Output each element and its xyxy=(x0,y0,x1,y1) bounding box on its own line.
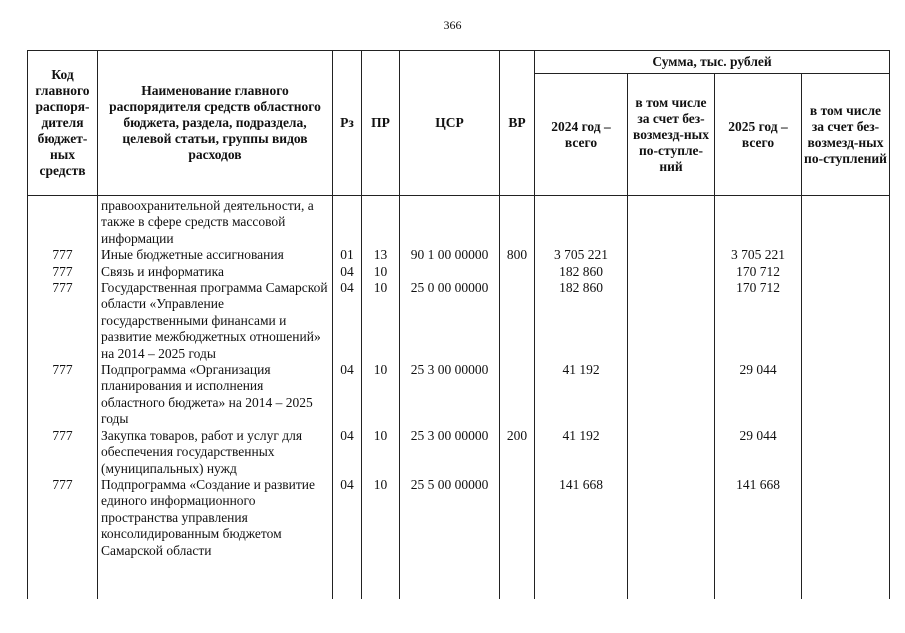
cell-rz: 04 xyxy=(333,280,362,362)
table-filler-row xyxy=(28,559,890,599)
cell-2025-grants xyxy=(802,264,890,280)
cell-code xyxy=(28,196,98,248)
cell-code: 777 xyxy=(28,428,98,477)
cell-code: 777 xyxy=(28,362,98,428)
cell-vr: 800 xyxy=(500,247,535,263)
cell-csr: 25 5 00 00000 xyxy=(400,477,500,559)
header-sum-group: Сумма, тыс. рублей xyxy=(535,51,890,74)
cell-code: 777 xyxy=(28,477,98,559)
header-csr: ЦСР xyxy=(400,51,500,196)
filler-cell xyxy=(400,559,500,599)
cell-name: Государственная программа Самарской области «Управление государственными финансами и развитие межбюджетных отношений» на 2014 – 2025 годы xyxy=(98,280,333,362)
cell-pr: 10 xyxy=(362,280,400,362)
filler-cell xyxy=(98,559,333,599)
cell-2024-total: 3 705 221 xyxy=(535,247,628,263)
filler-cell xyxy=(535,559,628,599)
table-row xyxy=(28,196,890,248)
cell-2025-grants xyxy=(802,196,890,248)
header-rz: Рз xyxy=(333,51,362,196)
cell-vr xyxy=(500,362,535,428)
filler-cell xyxy=(500,559,535,599)
cell-2025-grants xyxy=(802,428,890,477)
cell-csr xyxy=(400,264,500,280)
cell-rz: 04 xyxy=(333,477,362,559)
table-row xyxy=(28,280,890,362)
filler-cell xyxy=(28,559,98,599)
cell-2025-total: 29 044 xyxy=(715,428,802,477)
cell-2025-total: 170 712 xyxy=(715,264,802,280)
cell-2024-grants xyxy=(628,362,715,428)
table-header xyxy=(28,51,890,196)
cell-2024-total: 41 192 xyxy=(535,428,628,477)
table-row xyxy=(28,362,890,428)
filler-cell xyxy=(628,559,715,599)
cell-2024-grants xyxy=(628,196,715,248)
cell-code: 777 xyxy=(28,280,98,362)
cell-name: Подпрограмма «Организация планирования и исполнения областного бюджета» на 2014 – 2025 годы xyxy=(98,362,333,428)
cell-2025-total: 29 044 xyxy=(715,362,802,428)
cell-name: Закупка товаров, работ и услуг для обеспечения государственных (муниципальных) нужд xyxy=(98,428,333,477)
header-pr: ПР xyxy=(362,51,400,196)
table-row xyxy=(28,264,890,280)
header-2025-total: 2025 год – всего xyxy=(715,74,802,196)
budget-table xyxy=(27,50,890,599)
cell-code: 777 xyxy=(28,264,98,280)
filler-cell xyxy=(333,559,362,599)
cell-2024-grants xyxy=(628,280,715,362)
header-2024-total: 2024 год – всего xyxy=(535,74,628,196)
cell-rz: 04 xyxy=(333,428,362,477)
cell-2024-grants xyxy=(628,477,715,559)
table-row xyxy=(28,477,890,559)
cell-vr xyxy=(500,477,535,559)
cell-2025-grants xyxy=(802,362,890,428)
cell-name: Иные бюджетные ассигнования xyxy=(98,247,333,263)
cell-name: Подпрограмма «Создание и развитие единого информационного пространства управления консолидированным бюджетом Самарской области xyxy=(98,477,333,559)
cell-pr: 13 xyxy=(362,247,400,263)
cell-csr xyxy=(400,196,500,248)
filler-cell xyxy=(362,559,400,599)
filler-cell xyxy=(802,559,890,599)
page-number: 366 xyxy=(443,18,462,32)
cell-2025-grants xyxy=(802,477,890,559)
cell-name: правоохранительной деятельности, а также в сфере средств массовой информации xyxy=(98,196,333,248)
cell-csr: 25 0 00 00000 xyxy=(400,280,500,362)
cell-2025-total: 141 668 xyxy=(715,477,802,559)
cell-rz: 01 xyxy=(333,247,362,263)
cell-2025-total: 170 712 xyxy=(715,280,802,362)
cell-pr: 10 xyxy=(362,477,400,559)
cell-2024-total: 182 860 xyxy=(535,264,628,280)
cell-vr: 200 xyxy=(500,428,535,477)
header-vr: ВР xyxy=(500,51,535,196)
cell-rz: 04 xyxy=(333,264,362,280)
cell-2024-total: 182 860 xyxy=(535,280,628,362)
cell-vr xyxy=(500,280,535,362)
cell-pr: 10 xyxy=(362,428,400,477)
cell-2025-total: 3 705 221 xyxy=(715,247,802,263)
cell-2025-grants xyxy=(802,247,890,263)
cell-2024-grants xyxy=(628,264,715,280)
cell-2025-grants xyxy=(802,280,890,362)
cell-csr: 90 1 00 00000 xyxy=(400,247,500,263)
header-2024-grants: в том числе за счет без-возмезд-ных по-ступле-ний xyxy=(628,74,715,196)
table-row xyxy=(28,247,890,263)
table-row xyxy=(28,428,890,477)
cell-2024-total xyxy=(535,196,628,248)
cell-rz xyxy=(333,196,362,248)
cell-csr: 25 3 00 00000 xyxy=(400,362,500,428)
cell-pr: 10 xyxy=(362,264,400,280)
cell-2024-grants xyxy=(628,247,715,263)
cell-rz: 04 xyxy=(333,362,362,428)
cell-vr xyxy=(500,196,535,248)
header-name: Наименование главного распорядителя средств областного бюджета, раздела, подраздела, целевой статьи, группы видов расходов xyxy=(98,51,333,196)
cell-name: Связь и информатика xyxy=(98,264,333,280)
cell-2024-total: 41 192 xyxy=(535,362,628,428)
cell-2024-total: 141 668 xyxy=(535,477,628,559)
cell-code: 777 xyxy=(28,247,98,263)
cell-2024-grants xyxy=(628,428,715,477)
table-body xyxy=(28,196,890,599)
cell-vr xyxy=(500,264,535,280)
cell-pr xyxy=(362,196,400,248)
cell-2025-total xyxy=(715,196,802,248)
filler-cell xyxy=(715,559,802,599)
cell-pr: 10 xyxy=(362,362,400,428)
cell-csr: 25 3 00 00000 xyxy=(400,428,500,477)
header-code: Код главного распоря-дителя бюджет-ных средств xyxy=(28,51,98,196)
header-2025-grants: в том числе за счет без-возмезд-ных по-ступлений xyxy=(802,74,890,196)
